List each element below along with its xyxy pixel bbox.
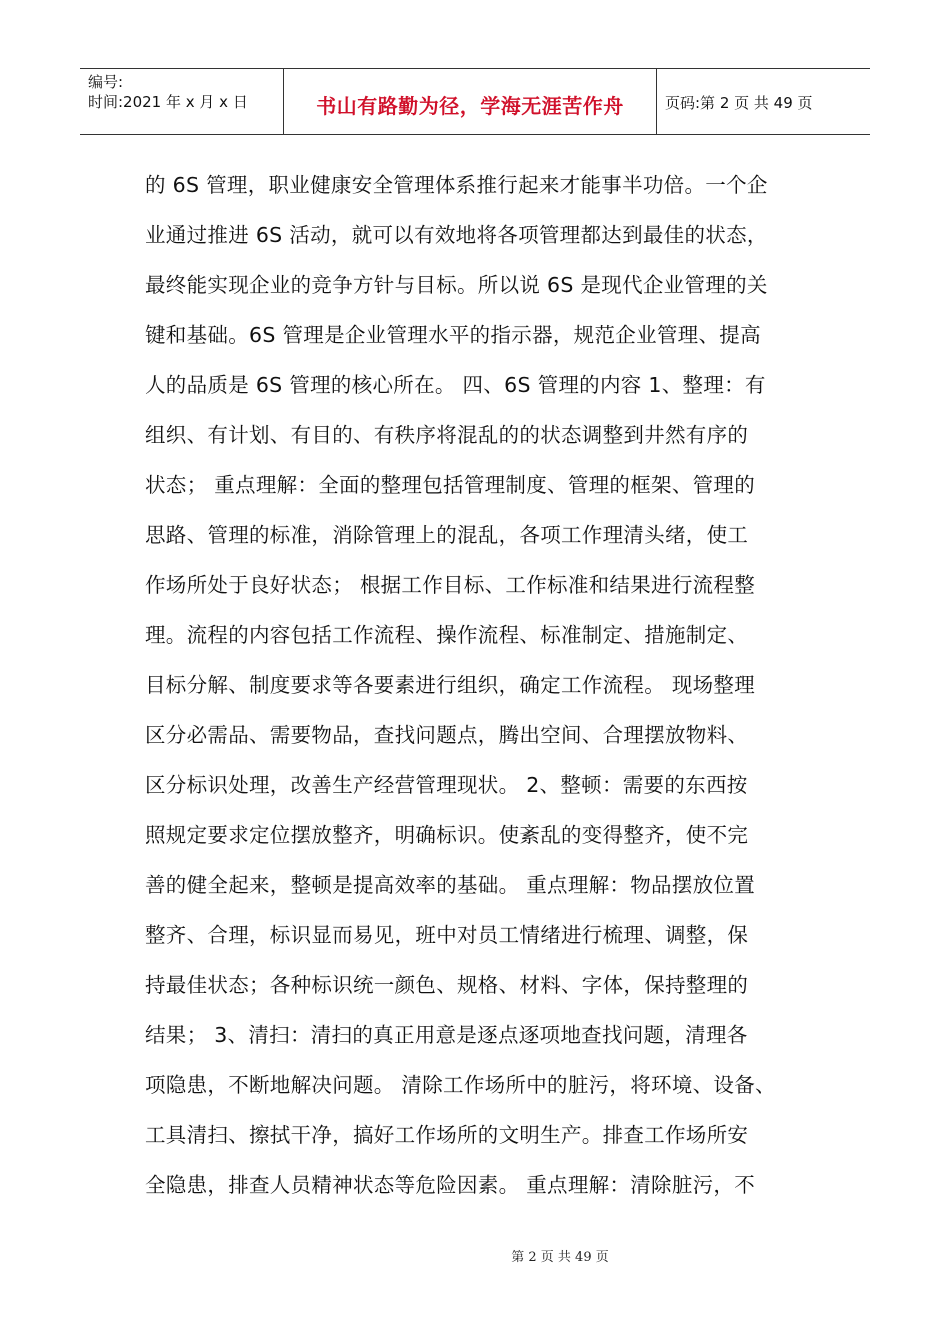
document-body bbox=[145, 160, 815, 1210]
footer-page-number: 第 2 页 共 49 页 bbox=[511, 1250, 609, 1265]
body-line: 区分标识处理，改善生产经营管理现状。 2、整顿：需要的东西按 bbox=[145, 773, 748, 797]
body-line: 善的健全起来，整顿是提高效率的基础。 重点理解：物品摆放位置 bbox=[145, 873, 756, 897]
body-line: 工具清扫、擦拭干净，搞好工作场所的文明生产。排查工作场所安 bbox=[145, 1123, 749, 1147]
header-motto-cell bbox=[283, 69, 657, 134]
date-label: 时间:2021 年 x 月 x 日 bbox=[88, 93, 248, 111]
page-header bbox=[80, 68, 870, 135]
serial-label: 编号: bbox=[88, 73, 124, 91]
body-line: 的 6S 管理，职业健康安全管理体系推行起来才能事半功倍。一个企 bbox=[145, 173, 768, 197]
body-line: 区分必需品、需要物品，查找问题点，腾出空间、合理摆放物料、 bbox=[145, 723, 749, 747]
page-footer bbox=[0, 1246, 950, 1265]
body-line: 最终能实现企业的竞争方针与目标。所以说 6S 是现代企业管理的关 bbox=[145, 273, 768, 297]
body-line: 项隐患，不断地解决问题。 清除工作场所中的脏污，将环境、设备、 bbox=[145, 1073, 776, 1097]
body-line: 全隐患，排查人员精神状态等危险因素。 重点理解：清除脏污，不 bbox=[145, 1173, 756, 1197]
body-line: 作场所处于良好状态； 根据工作目标、工作标准和结果进行流程整 bbox=[145, 573, 756, 597]
body-line: 状态； 重点理解：全面的整理包括管理制度、管理的框架、管理的 bbox=[145, 473, 756, 497]
header-page-label: 页码:第 2 页 共 49 页 bbox=[665, 94, 813, 112]
motto-text: 书山有路勤为径，学海无涯苦作舟 bbox=[316, 94, 624, 118]
body-line: 组织、有计划、有目的、有秩序将混乱的的状态调整到井然有序的 bbox=[145, 423, 749, 447]
body-line: 人的品质是 6S 管理的核心所在。 四、6S 管理的内容 1、整理：有 bbox=[145, 373, 766, 397]
body-line: 理。流程的内容包括工作流程、操作流程、标准制定、措施制定、 bbox=[145, 623, 749, 647]
header-meta-cell bbox=[80, 69, 283, 134]
body-line: 目标分解、制度要求等各要素进行组织，确定工作流程。 现场整理 bbox=[145, 673, 756, 697]
body-line: 思路、管理的标准，消除管理上的混乱，各项工作理清头绪，使工 bbox=[145, 523, 749, 547]
body-line: 持最佳状态；各种标识统一颜色、规格、材料、字体，保持整理的 bbox=[145, 973, 749, 997]
header-page-cell bbox=[657, 69, 870, 134]
body-line: 业通过推进 6S 活动，就可以有效地将各项管理都达到最佳的状态， bbox=[145, 223, 768, 247]
body-line: 结果； 3、清扫：清扫的真正用意是逐点逐项地查找问题，清理各 bbox=[145, 1023, 748, 1047]
body-line: 键和基础。6S 管理是企业管理水平的指示器，规范企业管理、提高 bbox=[145, 323, 761, 347]
body-line: 整齐、合理，标识显而易见，班中对员工情绪进行梳理、调整，保 bbox=[145, 923, 749, 947]
body-line: 照规定要求定位摆放整齐，明确标识。使紊乱的变得整齐，使不完 bbox=[145, 823, 749, 847]
